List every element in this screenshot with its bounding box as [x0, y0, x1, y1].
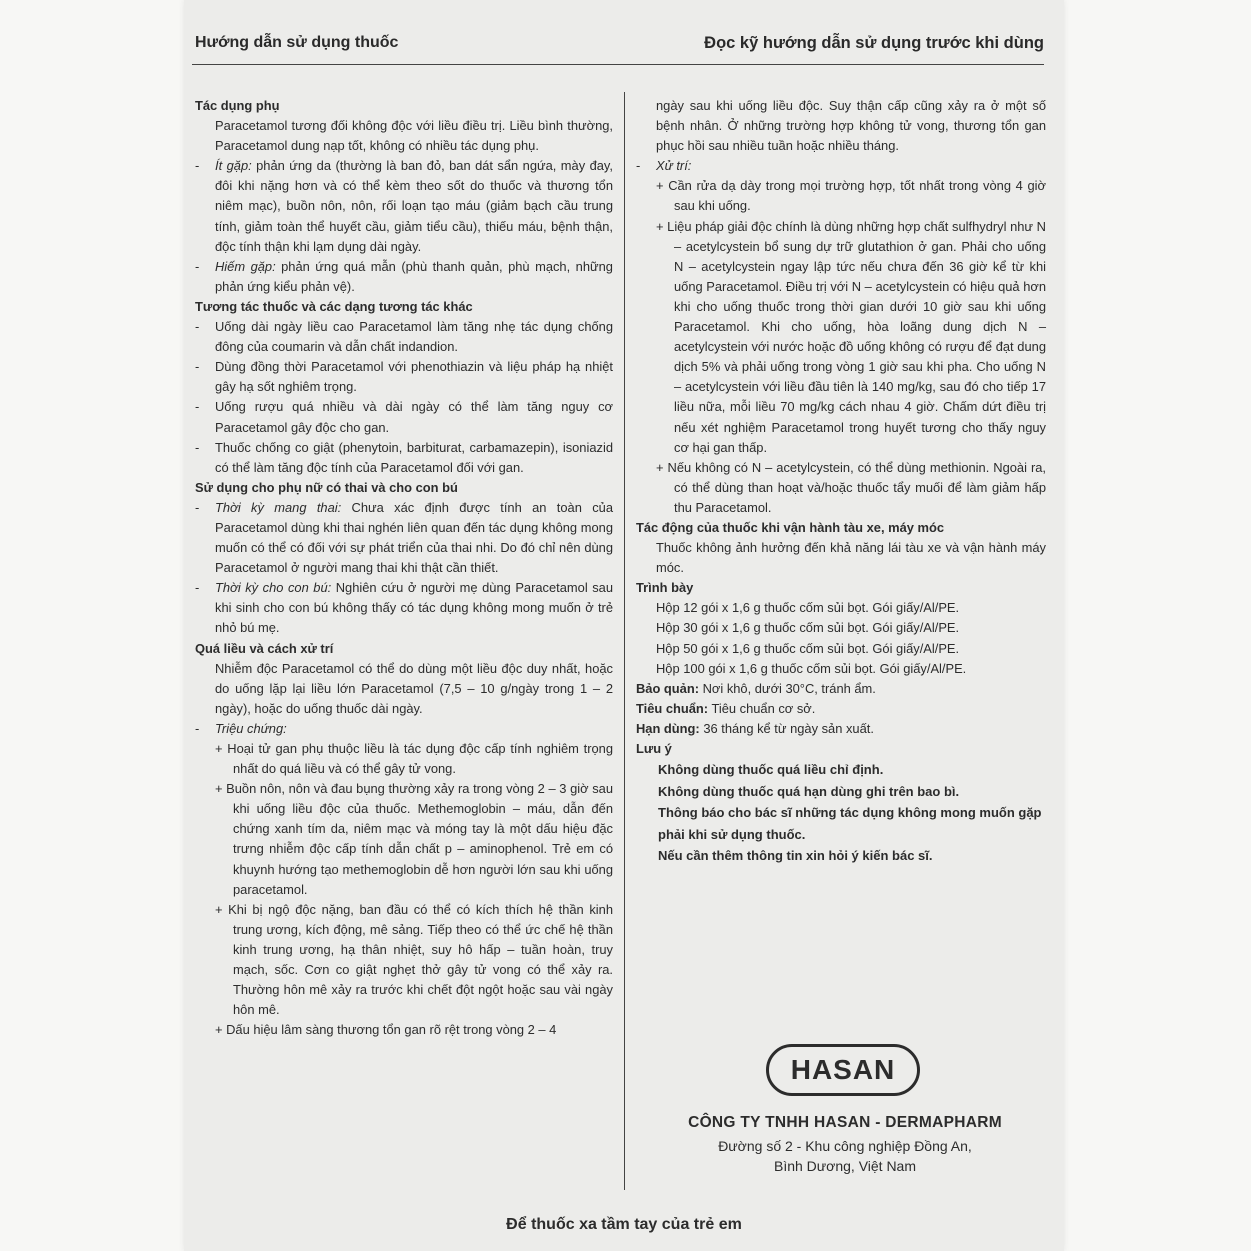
very-rare-label: Hiếm gặp:: [215, 258, 276, 274]
note-item: Thông báo cho bác sĩ những tác dụng không mong muốn gặp phải khi sử dụng thuốc.: [658, 805, 1042, 842]
pregnancy-title: Sử dụng cho phụ nữ có thai và cho con bú: [195, 479, 458, 495]
side-effects-title: Tác dụng phụ: [195, 98, 280, 113]
driving-text: Thuốc không ảnh hưởng đến khả năng lái tàu xe và vận hành máy móc.: [656, 540, 1046, 576]
side-effects-very-rare: [195, 257, 613, 297]
company-address-line1: Đường số 2 - Khu công nghiệp Đồng An,: [718, 1138, 972, 1154]
symptom-item: + Dấu hiệu lâm sàng thương tổn gan rõ rệt trong vòng 2 – 4: [215, 1022, 557, 1038]
left-column: [195, 96, 613, 1040]
interactions-title: Tương tác thuốc và các dạng tương tác khác: [195, 298, 473, 314]
company-name: CÔNG TY TNHH HASAN - DERMAPHARM: [688, 1114, 1002, 1131]
interaction-item: - Dùng đồng thời Paracetamol với phenothiazin và liệu pháp hạ nhiệt gây hạ sốt nghiêm trọng.: [195, 357, 613, 397]
rare-label: Ít gặp:: [215, 158, 252, 174]
symptom-item: + Buồn nôn, nôn và đau bụng thường xảy ra trong vòng 2 – 3 giờ sau khi uống liều độc của thuốc. Methemoglobin – máu, dẫn đến chứng xanh tím da, niêm mạc và móng tay là một dấu hiệu đặc trưng nhiễm độc cấp tính dẫn chất p – aminophenol. Trẻ em có khuynh hướng tạo methemoglobin dễ hơn người lớn sau khi uống paracetamol.: [215, 781, 613, 897]
rare-text: phản ứng da (thường là ban đỏ, ban dát sẩn ngứa, mày đay, đôi khi nặng hơn và có thể kèm theo sốt do thuốc và thương tổn niêm mạc), buồn nôn, nôn, rối loạn tạo máu (giảm bạch cầu trung tính, giảm toàn thể huyết cầu, giảm tiểu cầu), thiếu máu, bệnh thận, độc tính thận khi lạm dụng dài ngày.: [215, 158, 614, 254]
header-left: Hướng dẫn sử dụng thuốc: [195, 34, 399, 51]
standard-text: Tiêu chuẩn cơ sở.: [708, 700, 816, 716]
pregnancy-text: Chưa xác định được tính an toàn của Paracetamol dùng khi thai nghén liên quan đến tác dụng không mong muốn có thể có đối với sự phát triển của thai nhi. Do đó chỉ nên dùng Paracetamol ở người mang thai khi thật cần thiết.: [215, 499, 613, 576]
presentation-title: Trình bày: [636, 580, 694, 596]
note-item: Không dùng thuốc quá liều chỉ định.: [658, 762, 884, 778]
notes-title: Lưu ý: [636, 741, 672, 756]
interaction-item: - Uống rượu quá nhiều và dài ngày có thể làm tăng nguy cơ Paracetamol gây độc cho gan.: [195, 397, 613, 437]
driving-title: Tác động của thuốc khi vận hành tàu xe, máy móc: [636, 519, 945, 535]
symptoms-label: Triệu chứng:: [215, 720, 287, 736]
storage-line: [636, 679, 1046, 699]
column-divider: [624, 92, 625, 1190]
treatment-heading: [636, 156, 1046, 176]
symptom-item: + Khi bị ngộ độc nặng, ban đầu có thể có kích thích hệ thần kinh trung ương, kích động, mê sảng. Tiếp theo có thể ức chế hệ thần kinh trung ương, hạ thân nhiệt, suy hô hấp – tuần hoàn, truy mạch, sốc. Cơn co giật nghẹt thở gây tử vong có thể xảy ra. Thường hôn mê xảy ra trước khi chết đột ngột hoặc sau vài ngày hôn mê.: [215, 901, 613, 1018]
treatment-label: Xử trí:: [656, 158, 692, 174]
header-right: Đọc kỹ hướng dẫn sử dụng trước khi dùng: [704, 34, 1044, 52]
lactation-text: Nghiên cứu ở người mẹ dùng Paracetamol sau khi sinh cho con bú không thấy có tác dụng không mong muốn ở trẻ nhỏ bú mẹ.: [215, 580, 614, 636]
very-rare-text: phản ứng quá mẫn (phù thanh quản, phù mạch, những phản ứng kiểu phản vệ).: [215, 258, 613, 294]
presentation-item: Hộp 30 gói x 1,6 g thuốc cốm sủi bọt. Gói giấy/Al/PE.: [656, 620, 960, 636]
expiry-line: [636, 719, 1046, 739]
overdose-continued: ngày sau khi uống liều độc. Suy thận cấp cũng xảy ra ở một số bệnh nhân. Ở những trường hợp không tử vong, thương tổn gan phục hồi sau nhiều tuần hoặc nhiều tháng.: [656, 98, 1046, 154]
storage-label: Bảo quản:: [636, 680, 700, 696]
company-address-line2: Bình Dương, Việt Nam: [773, 1158, 917, 1174]
presentation-item: Hộp 12 gói x 1,6 g thuốc cốm sủi bọt. Gói giấy/Al/PE.: [656, 600, 960, 616]
lactation-label: Thời kỳ cho con bú:: [215, 580, 332, 596]
symptoms-heading: [195, 719, 613, 739]
side-effects-rare: [195, 156, 613, 256]
interaction-item: - Uống dài ngày liều cao Paracetamol làm tăng nhẹ tác dụng chống đông của coumarin và dẫn chất indandion.: [195, 317, 613, 357]
expiry-text: 36 tháng kể từ ngày sản xuất.: [699, 720, 874, 736]
standard-label: Tiêu chuẩn:: [636, 700, 709, 716]
footer-warning: Để thuốc xa tầm tay của trẻ em: [506, 1216, 742, 1233]
header-rule: [192, 64, 1044, 65]
side-effects-intro: Paracetamol tương đối không độc với liều điều trị. Liều bình thường, Paracetamol dung nạp tốt, không có nhiều tác dụng phụ.: [215, 118, 613, 154]
overdose-intro: Nhiễm độc Paracetamol có thể do dùng một liều độc duy nhất, hoặc do uống lặp lại liều lớn Paracetamol (7,5 – 10 g/ngày trong 1 – 2 ngày), hoặc do uống thuốc dài ngày.: [215, 660, 613, 716]
right-column: [636, 96, 1046, 867]
overdose-title: Quá liều và cách xử trí: [195, 640, 334, 656]
hasan-logo: HASAN: [766, 1044, 920, 1096]
storage-text: Nơi khô, dưới 30°C, tránh ẩm.: [699, 680, 876, 696]
interaction-item: - Thuốc chống co giật (phenytoin, barbiturat, carbamazepin), isoniazid có thể làm tăng độc tính của Paracetamol đối với gan.: [195, 438, 613, 478]
treatment-item: + Nếu không có N – acetylcystein, có thể dùng methionin. Ngoài ra, có thể dùng than hoạt và/hoặc thuốc tẩy muối để làm giảm hấp thu Paracetamol.: [656, 459, 1046, 515]
symptom-item: + Hoại tử gan phụ thuộc liều là tác dụng độc cấp tính nghiêm trọng nhất do quá liều và có thể gây tử vong.: [215, 741, 613, 777]
pregnancy-item: [195, 498, 613, 578]
pregnancy-label: Thời kỳ mang thai:: [215, 499, 342, 515]
presentation-item: Hộp 100 gói x 1,6 g thuốc cốm sủi bọt. Gói giấy/Al/PE.: [656, 660, 967, 676]
treatment-item: + Cần rửa dạ dày trong mọi trường hợp, tốt nhất trong vòng 4 giờ sau khi uống.: [656, 178, 1046, 214]
note-item: Nếu cần thêm thông tin xin hỏi ý kiến bác sĩ.: [658, 848, 933, 864]
standard-line: [636, 699, 1046, 719]
expiry-label: Hạn dùng:: [636, 720, 700, 736]
lactation-item: [195, 578, 613, 638]
presentation-item: Hộp 50 gói x 1,6 g thuốc cốm sủi bọt. Gói giấy/Al/PE.: [656, 640, 960, 656]
treatment-item: + Liệu pháp giải độc chính là dùng những hợp chất sulfhydryl như N – acetylcystein bổ sung dự trữ glutathion ở gan. Phải cho uống N – acetylcystein ngay lập tức nếu chưa đến 36 giờ kể từ khi uống Paracetamol. Điều trị với N – acetylcystein có hiệu quả hơn khi cho uống thuốc trong thời gian dưới 10 giờ sau khi uống Paracetamol. Khi cho uống, hòa loãng dung dịch N – acetylcystein với nước hoặc đồ uống không có rượu để đạt dung dịch 5% và phải uống trong vòng 1 giờ sau khi pha. Cho uống N – acetylcystein với liều đầu tiên là 140 mg/kg, sau đó cho tiếp 17 liều nữa, mỗi liều 70 mg/kg cách nhau 4 giờ. Chấm dứt điều trị nếu xét nghiệm Paracetamol trong huyết tương cho thấy nguy cơ hại gan thấp.: [656, 218, 1046, 455]
note-item: Không dùng thuốc quá hạn dùng ghi trên bao bì.: [658, 783, 960, 799]
